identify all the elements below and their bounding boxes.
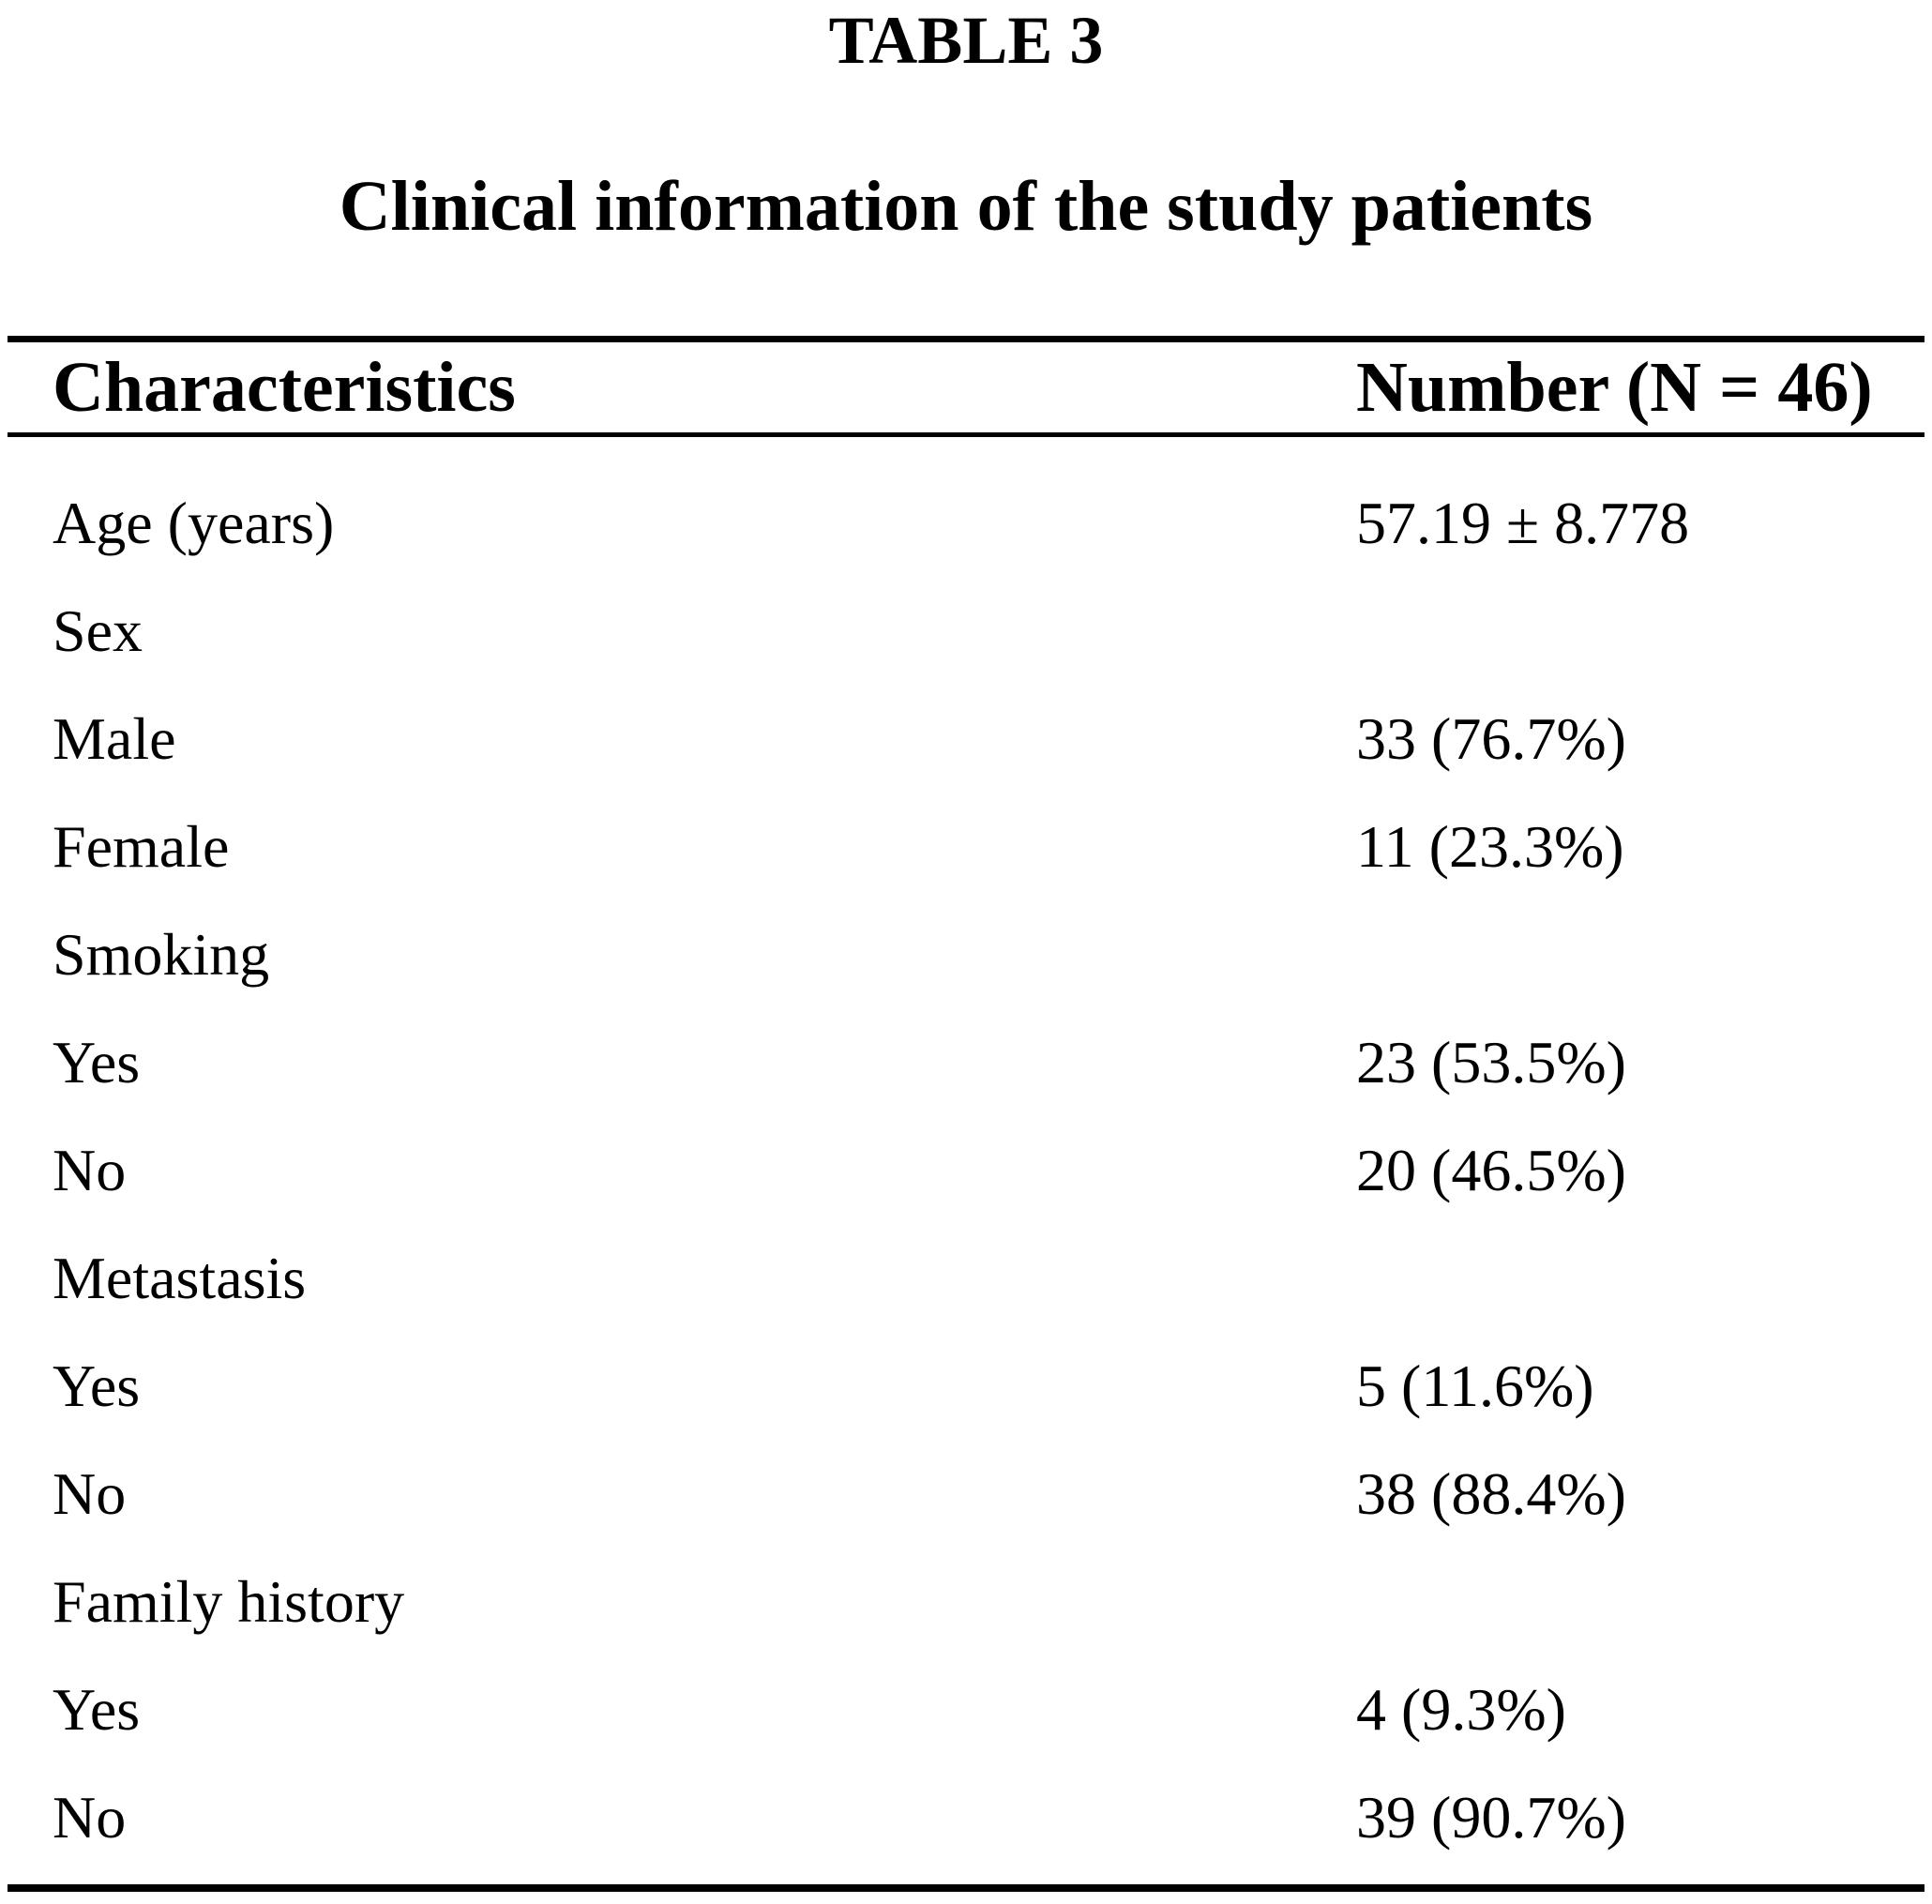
row-label: Yes [53,1352,141,1419]
row-value: 33 (76.7%) [1356,704,1626,772]
row-label: Yes [53,1675,141,1743]
row-value: 23 (53.5%) [1356,1028,1626,1096]
table-body [8,437,1924,1884]
row-label: Smoking [53,920,270,988]
table-row [8,577,1924,685]
row-value: 38 (88.4%) [1356,1459,1626,1527]
table-row [8,469,1924,577]
row-value: 5 (11.6%) [1356,1352,1594,1419]
row-label: Sex [53,597,143,664]
table-row [8,793,1924,900]
table-row [8,1008,1924,1116]
row-label: No [53,1459,127,1527]
row-label: No [53,1136,127,1203]
table-number-heading: TABLE 3 [828,3,1104,78]
row-value: 11 (23.3%) [1356,812,1624,880]
row-label: Age (years) [53,489,335,556]
table-row [8,1763,1924,1871]
table-row [8,1548,1924,1655]
row-label: Metastasis [53,1244,307,1311]
row-label: No [53,1783,127,1851]
table-row [8,1655,1924,1763]
row-value: 57.19 ± 8.778 [1356,489,1690,556]
row-value: 39 (90.7%) [1356,1783,1626,1851]
row-label: Yes [53,1028,141,1096]
table-row [8,685,1924,793]
table-row [8,900,1924,1008]
table-header-row [8,342,1924,437]
table-row [8,1116,1924,1224]
table-title: Clinical information of the study patients [339,166,1593,246]
row-label: Female [53,812,230,880]
table-row [8,1332,1924,1440]
row-value: 20 (46.5%) [1356,1136,1626,1203]
table-row [8,1224,1924,1332]
column-header-characteristics: Characteristics [53,347,516,427]
row-label: Family history [53,1567,405,1635]
row-label: Male [53,704,176,772]
row-value: 4 (9.3%) [1356,1675,1566,1743]
table-row [8,1440,1924,1548]
clinical-table [8,336,1924,1892]
column-header-number: Number (N = 46) [1356,347,1873,427]
